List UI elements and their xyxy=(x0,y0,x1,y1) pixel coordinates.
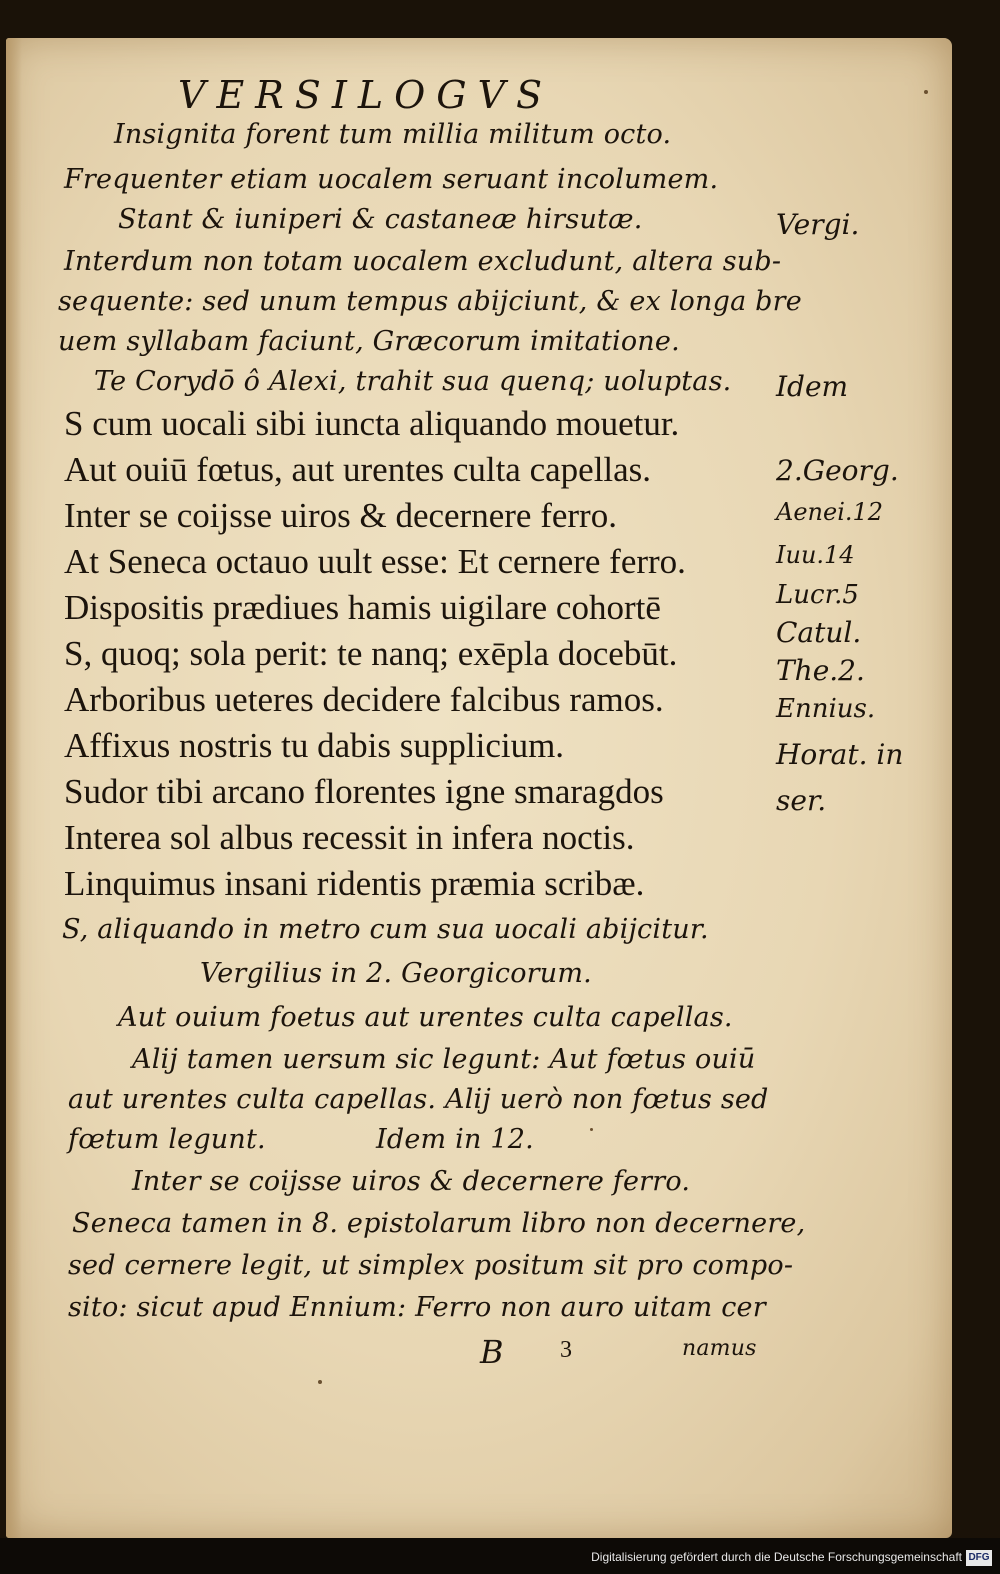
text-line-5: sequente: sed unum tempus abijciunt, & ex longa bre xyxy=(58,286,802,317)
text-line-12: fœtum legunt. xyxy=(68,1124,266,1155)
margin-note-the: The.2. xyxy=(776,654,865,687)
margin-note-iuu: Iuu.14 xyxy=(776,541,855,569)
margin-note-ser: ser. xyxy=(776,784,827,817)
dfg-logo[interactable]: DFG xyxy=(966,1550,992,1566)
paper-speck xyxy=(318,1380,322,1384)
verse-line-3: Inter se coijsse uiros & decernere ferro. xyxy=(64,496,617,535)
text-line-16: sito: sicut apud Ennium: Ferro non auro uitam cer xyxy=(68,1292,766,1323)
text-line-11: aut urentes culta capellas. Alij uerò non fœtus sed xyxy=(68,1084,769,1115)
verse-line-7: Arboribus ueteres decidere falcibus ramos. xyxy=(64,680,664,719)
margin-note-lucr: Lucr.5 xyxy=(776,580,859,610)
text-line-6: uem syllabam faciunt, Græcorum imitatione. xyxy=(58,326,680,357)
book-page xyxy=(6,38,952,1538)
funding-credit: Digitalisierung gefördert durch die Deutsche Forschungsgemeinschaft xyxy=(591,1550,962,1564)
verse-line-5: Dispositis prædiues hamis uigilare cohortē xyxy=(64,588,661,627)
verse-line-1: S cum uocali sibi iuncta aliquando mouetur. xyxy=(64,404,680,443)
verse-line-10: Interea sol albus recessit in infera noctis. xyxy=(64,818,635,857)
text-line-12b: Idem in 12. xyxy=(376,1124,534,1155)
margin-note-aenei: Aenei.12 xyxy=(776,498,884,526)
signature-mark: B xyxy=(480,1333,504,1371)
verse-line-8: Affixus nostris tu dabis supplicium. xyxy=(64,726,565,765)
verse-line-9: Sudor tibi arcano florentes igne smaragdos xyxy=(64,772,664,811)
text-line-10: Alij tamen uersum sic legunt: Aut fœtus ouiū xyxy=(132,1044,756,1075)
leaf-number: 3 xyxy=(560,1337,572,1363)
text-line-15: sed cernere legit, ut simplex positum sit pro compo- xyxy=(68,1250,794,1281)
margin-note-horat: Horat. in xyxy=(776,738,904,771)
section-heading: Vergilius in 2. Georgicorum. xyxy=(200,958,592,989)
text-line-3: Stant & iuniperi & castaneæ hirsutæ. xyxy=(118,204,643,235)
viewer-footer-bar xyxy=(0,1538,1000,1574)
text-line-1: Insignita forent tum millia militum octo. xyxy=(114,119,672,150)
verse-line-2: Aut ouiū fœtus, aut urentes culta capellas. xyxy=(64,450,652,489)
text-line-7: Te Corydō ô Alexi, trahit sua quenq; uoluptas. xyxy=(94,366,732,397)
text-line-2: Frequenter etiam uocalem seruant incolumem. xyxy=(64,164,719,195)
verse-line-4: At Seneca octauo uult esse: Et cernere ferro. xyxy=(64,542,686,581)
paper-speck xyxy=(590,1128,593,1131)
verse-line-6: S, quoq; sola perit: te nanq; exēpla docebūt. xyxy=(64,634,678,673)
text-line-8: S, aliquando in metro cum sua uocali abijcitur. xyxy=(62,914,709,945)
margin-note-idem: Idem xyxy=(776,370,849,403)
margin-note-georg: 2.Georg. xyxy=(776,454,899,487)
catchword: namus xyxy=(682,1336,757,1361)
verse-line-11: Linquimus insani ridentis præmia scribæ. xyxy=(64,864,645,903)
margin-note-vergi: Vergi. xyxy=(776,208,860,241)
margin-note-ennius: Ennius. xyxy=(776,694,876,724)
running-header: VERSILOGVS xyxy=(178,73,554,117)
paper-speck xyxy=(924,90,928,94)
text-line-4: Interdum non totam uocalem excludunt, altera sub- xyxy=(64,246,782,277)
text-line-14: Seneca tamen in 8. epistolarum libro non decernere, xyxy=(72,1208,806,1239)
text-line-9: Aut ouium foetus aut urentes culta capellas. xyxy=(118,1002,733,1033)
margin-note-catul: Catul. xyxy=(776,616,862,649)
page-gutter-shadow xyxy=(6,38,22,1538)
text-line-13: Inter se coijsse uiros & decernere ferro. xyxy=(132,1166,691,1197)
